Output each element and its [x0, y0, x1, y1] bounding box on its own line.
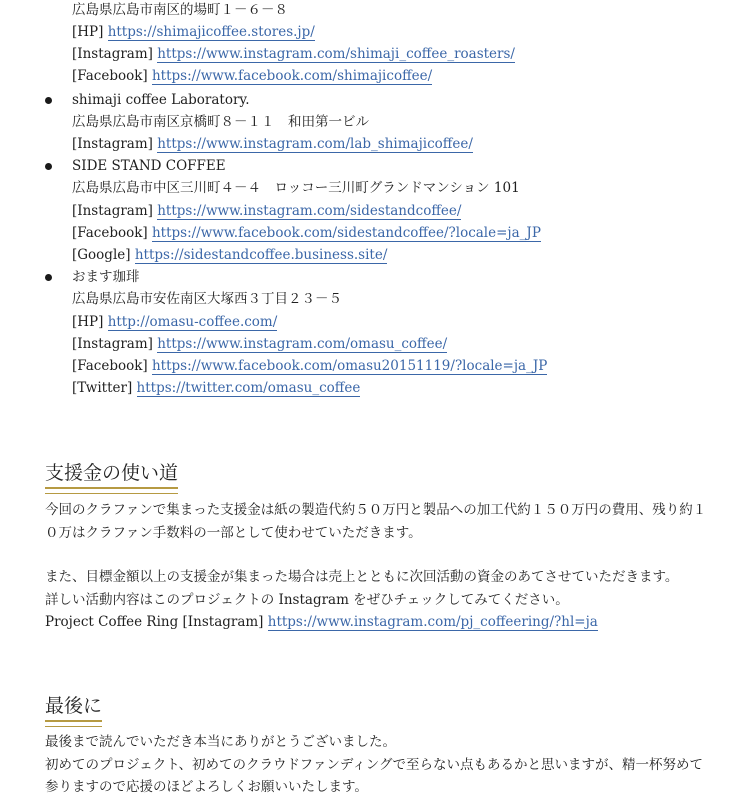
shop-name: SIDE STAND COFFEE [72, 158, 226, 174]
project-link-row [45, 611, 695, 634]
section-heading-closing [45, 693, 102, 729]
shop-name: shimaji coffee Laboratory. [72, 92, 250, 108]
google-link[interactable]: https://sidestandcoffee.business.site/ [134, 247, 388, 263]
shop-link-row [72, 334, 447, 354]
hp-link[interactable]: https://shimajicoffee.stores.jp/ [107, 24, 315, 40]
project-label: Project Coffee Ring [Instagram] [45, 614, 264, 630]
heading-underline [45, 720, 102, 727]
shop-link-row [72, 201, 461, 221]
link-label: [HP] [72, 24, 104, 40]
link-label: [Instagram] [72, 136, 153, 152]
link-label: [Facebook] [72, 68, 148, 84]
shop-address: 広島県広島市中区三川町４－４ ロッコー三川町グランドマンション 101 [72, 180, 520, 196]
link-label: [Instagram] [72, 336, 153, 352]
bullet-icon [45, 274, 52, 281]
instagram-link[interactable]: https://www.instagram.com/lab_shimajicoffee/ [157, 136, 473, 152]
shop-link-row [72, 44, 515, 64]
shop-link-row [72, 134, 473, 154]
funds-paragraph [45, 499, 707, 544]
funds-paragraph-2 [45, 566, 695, 634]
shop-name: おます珈琲 [72, 269, 140, 285]
shop-link-row [72, 22, 315, 42]
shop-link-row [72, 356, 547, 376]
link-label: [Facebook] [72, 225, 148, 241]
facebook-link[interactable]: https://www.facebook.com/sidestandcoffee/?locale=ja_JP [151, 225, 541, 241]
heading-underline [45, 487, 178, 494]
section-heading-funds [45, 460, 178, 496]
bullet-icon [45, 163, 52, 170]
instagram-link[interactable]: https://www.instagram.com/shimaji_coffee_roasters/ [157, 46, 515, 62]
shop-link-row [72, 66, 432, 86]
link-label: [Instagram] [72, 46, 153, 62]
shop-link-row [72, 223, 541, 243]
paragraph-line: 参りますので応援のほどよろしくお願いいたします。 [45, 779, 368, 795]
link-label: [Instagram] [72, 203, 153, 219]
paragraph-line: 最後まで読んでいただき本当にありがとうございました。 [45, 734, 396, 750]
link-label: [Facebook] [72, 358, 148, 374]
shop-address: 広島県広島市南区京橋町８－１１ 和田第一ビル [72, 114, 369, 130]
instagram-link[interactable]: https://www.instagram.com/omasu_coffee/ [157, 336, 448, 352]
paragraph-line: ０万はクラファン手数料の一部として使わせていただきます。 [45, 524, 422, 541]
paragraph-line: 詳しい活動内容はこのプロジェクトの Instagram をぜひチェックしてみてください。 [45, 591, 569, 608]
shop-name-item [72, 90, 250, 110]
link-label: [HP] [72, 314, 104, 330]
hp-link[interactable]: http://omasu-coffee.com/ [107, 314, 278, 330]
shop-link-row [72, 378, 360, 398]
shop-name-item [72, 267, 140, 287]
closing-paragraph [45, 731, 703, 799]
paragraph-line: 今回のクラファンで集まった支援金は紙の製造代約５０万円と製品への加工代約１５０万円の費用、残り約１ [45, 502, 707, 518]
facebook-link[interactable]: https://www.facebook.com/shimajicoffee/ [151, 68, 433, 84]
link-label: [Twitter] [72, 380, 133, 396]
shop-address: 広島県広島市安佐南区大塚西３丁目２３－５ [72, 291, 342, 307]
section-title: 最後に [45, 695, 103, 717]
project-instagram-link[interactable]: https://www.instagram.com/pj_coffeering/?hl=ja [267, 614, 598, 630]
bullet-icon [45, 97, 52, 104]
shop-link-row [72, 245, 387, 265]
twitter-link[interactable]: https://twitter.com/omasu_coffee [136, 380, 361, 396]
shop-link-row [72, 312, 277, 332]
paragraph-line: 初めてのプロジェクト、初めてのクラウドファンディングで至らない点もあるかと思いますが、精一杯努めて [45, 756, 703, 773]
link-label: [Google] [72, 247, 131, 263]
shop-address: 広島県広島市南区的場町１－６－８ [72, 2, 288, 18]
section-title: 支援金の使い道 [45, 462, 179, 484]
instagram-link[interactable]: https://www.instagram.com/sidestandcoffee/ [157, 203, 462, 219]
paragraph-line: また、目標金額以上の支援金が集まった場合は売上とともに次回活動の資金のあてさせていただきます。 [45, 569, 679, 585]
shop-name-item [72, 156, 226, 176]
facebook-link[interactable]: https://www.facebook.com/omasu20151119/?locale=ja_JP [151, 358, 548, 374]
